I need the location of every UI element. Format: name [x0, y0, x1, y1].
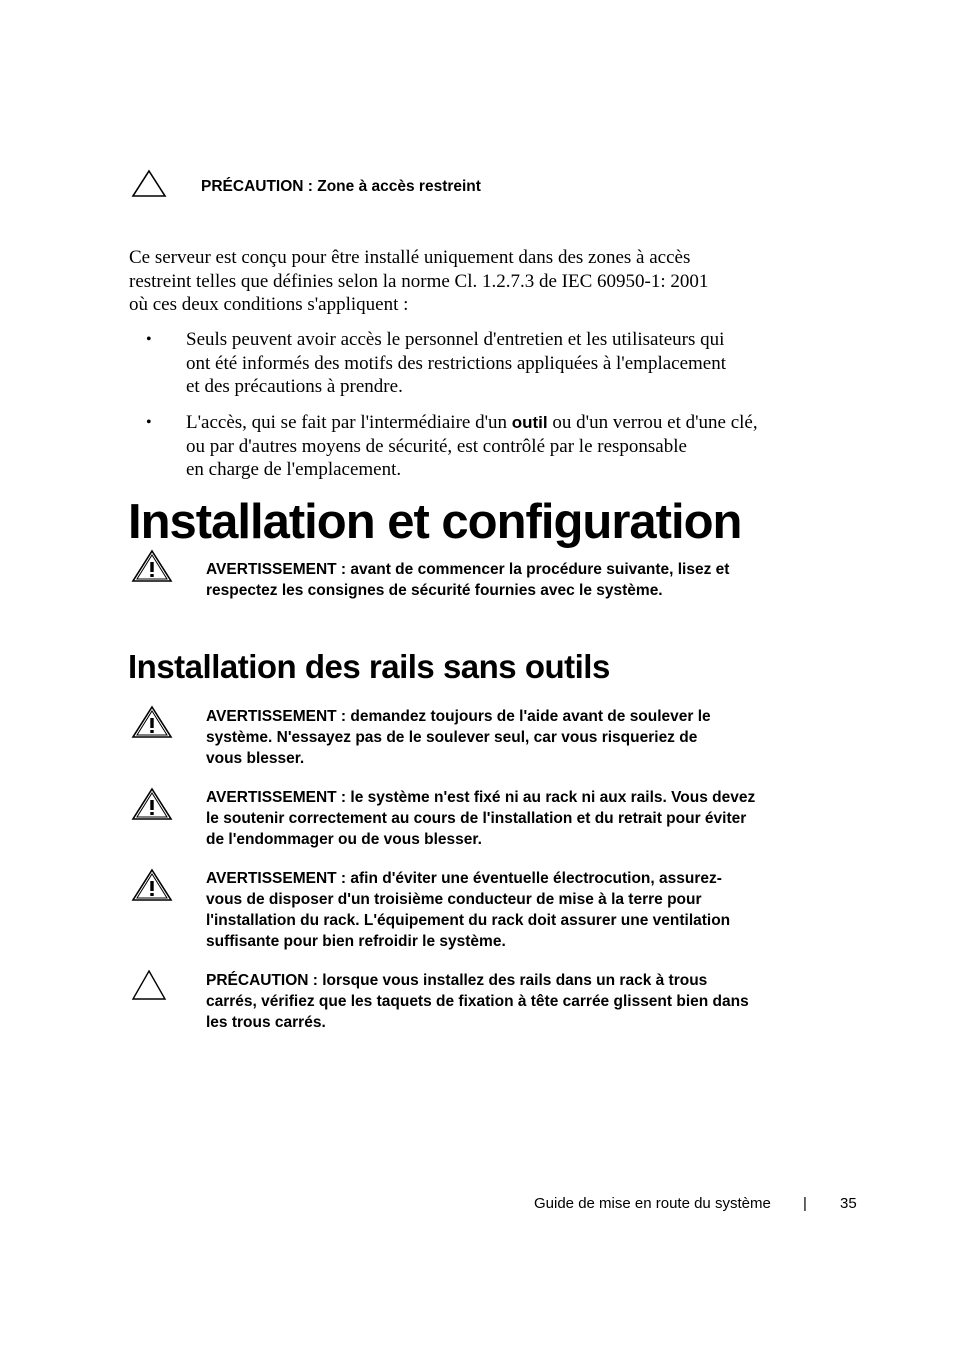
warning-triangle-icon: [131, 787, 173, 821]
warning-lifting-notice: [206, 706, 711, 769]
section-heading: Installation et configuration: [128, 495, 742, 549]
intro-line: où ces deux conditions s'appliquent :: [129, 294, 409, 315]
bullet-line: ou par d'autres moyens de sécurité, est contrôlé par le responsable: [186, 435, 687, 457]
note-line: l'installation du rack. L'équipement du rack doit assurer une ventilation: [206, 912, 731, 929]
note-line: AVERTISSEMENT : afin d'éviter une éventuelle électrocution, assurez-: [206, 870, 722, 887]
note-line: carrés, vérifiez que les taquets de fixation à tête carrée glissent bien dans: [206, 993, 749, 1010]
bullet-marker: •: [146, 331, 152, 348]
bold-term: outil: [511, 413, 548, 432]
intro-paragraph: [129, 246, 708, 317]
page-number: 35: [840, 1195, 857, 1212]
warning-safety-notice: [206, 559, 729, 601]
note-line: les trous carrés.: [206, 1014, 326, 1031]
note-line: vous blesser.: [206, 750, 305, 767]
subsection-heading: Installation des rails sans outils: [128, 648, 610, 685]
footer-title: Guide de mise en route du système: [534, 1195, 771, 1212]
warning-line: AVERTISSEMENT : avant de commencer la procédure suivante, lisez et: [206, 561, 730, 578]
note-line: AVERTISSEMENT : le système n'est fixé ni au rack ni aux rails. Vous devez: [206, 789, 756, 806]
note-line: de l'endommager ou de vous blesser.: [206, 831, 482, 848]
warning-electrocution-notice: [206, 868, 730, 952]
note-line: PRÉCAUTION : lorsque vous installez des rails dans un rack à trous: [206, 972, 708, 989]
bullet-text: L'accès, qui se fait par l'intermédiaire d'un: [186, 412, 512, 433]
warning-triangle-icon: [131, 868, 173, 902]
footer-separator: |: [803, 1195, 807, 1212]
bullet-marker: •: [146, 414, 152, 431]
bullet-line: en charge de l'emplacement.: [186, 459, 402, 480]
warning-support-notice: [206, 787, 755, 850]
bullet-text: ou d'un verrou et d'une clé,: [547, 412, 758, 433]
note-line: suffisante pour bien refroidir le système.: [206, 933, 506, 950]
warning-triangle-icon: [131, 549, 173, 583]
bullet-item: [186, 328, 726, 399]
warning-line: respectez les consignes de sécurité fournies avec le système.: [206, 582, 663, 599]
caution-triangle-icon: [131, 169, 167, 198]
note-line: vous de disposer d'un troisième conducteur de mise à la terre pour: [206, 891, 702, 908]
bullet-item: [186, 411, 758, 482]
caution-restricted-area: PRÉCAUTION : Zone à accès restreint: [201, 178, 481, 195]
note-line: le soutenir correctement au cours de l'installation et du retrait pour éviter: [206, 810, 747, 827]
note-line: AVERTISSEMENT : demandez toujours de l'aide avant de soulever le: [206, 708, 711, 725]
intro-line: Ce serveur est conçu pour être installé uniquement dans des zones à accès: [129, 247, 691, 268]
note-line: système. N'essayez pas de le soulever seul, car vous risqueriez de: [206, 729, 698, 746]
caution-triangle-icon: [131, 969, 167, 1001]
caution-square-holes-notice: [206, 970, 749, 1033]
bullet-line: [186, 411, 758, 435]
bullet-line: et des précautions à prendre.: [186, 376, 403, 397]
bullet-line: ont été informés des motifs des restrictions appliquées à l'emplacement: [186, 352, 727, 374]
intro-line: restreint telles que définies selon la norme Cl. 1.2.7.3 de IEC 60950-1: 2001: [129, 270, 709, 292]
warning-triangle-icon: [131, 705, 173, 739]
bullet-line: Seuls peuvent avoir accès le personnel d'entretien et les utilisateurs qui: [186, 329, 725, 350]
